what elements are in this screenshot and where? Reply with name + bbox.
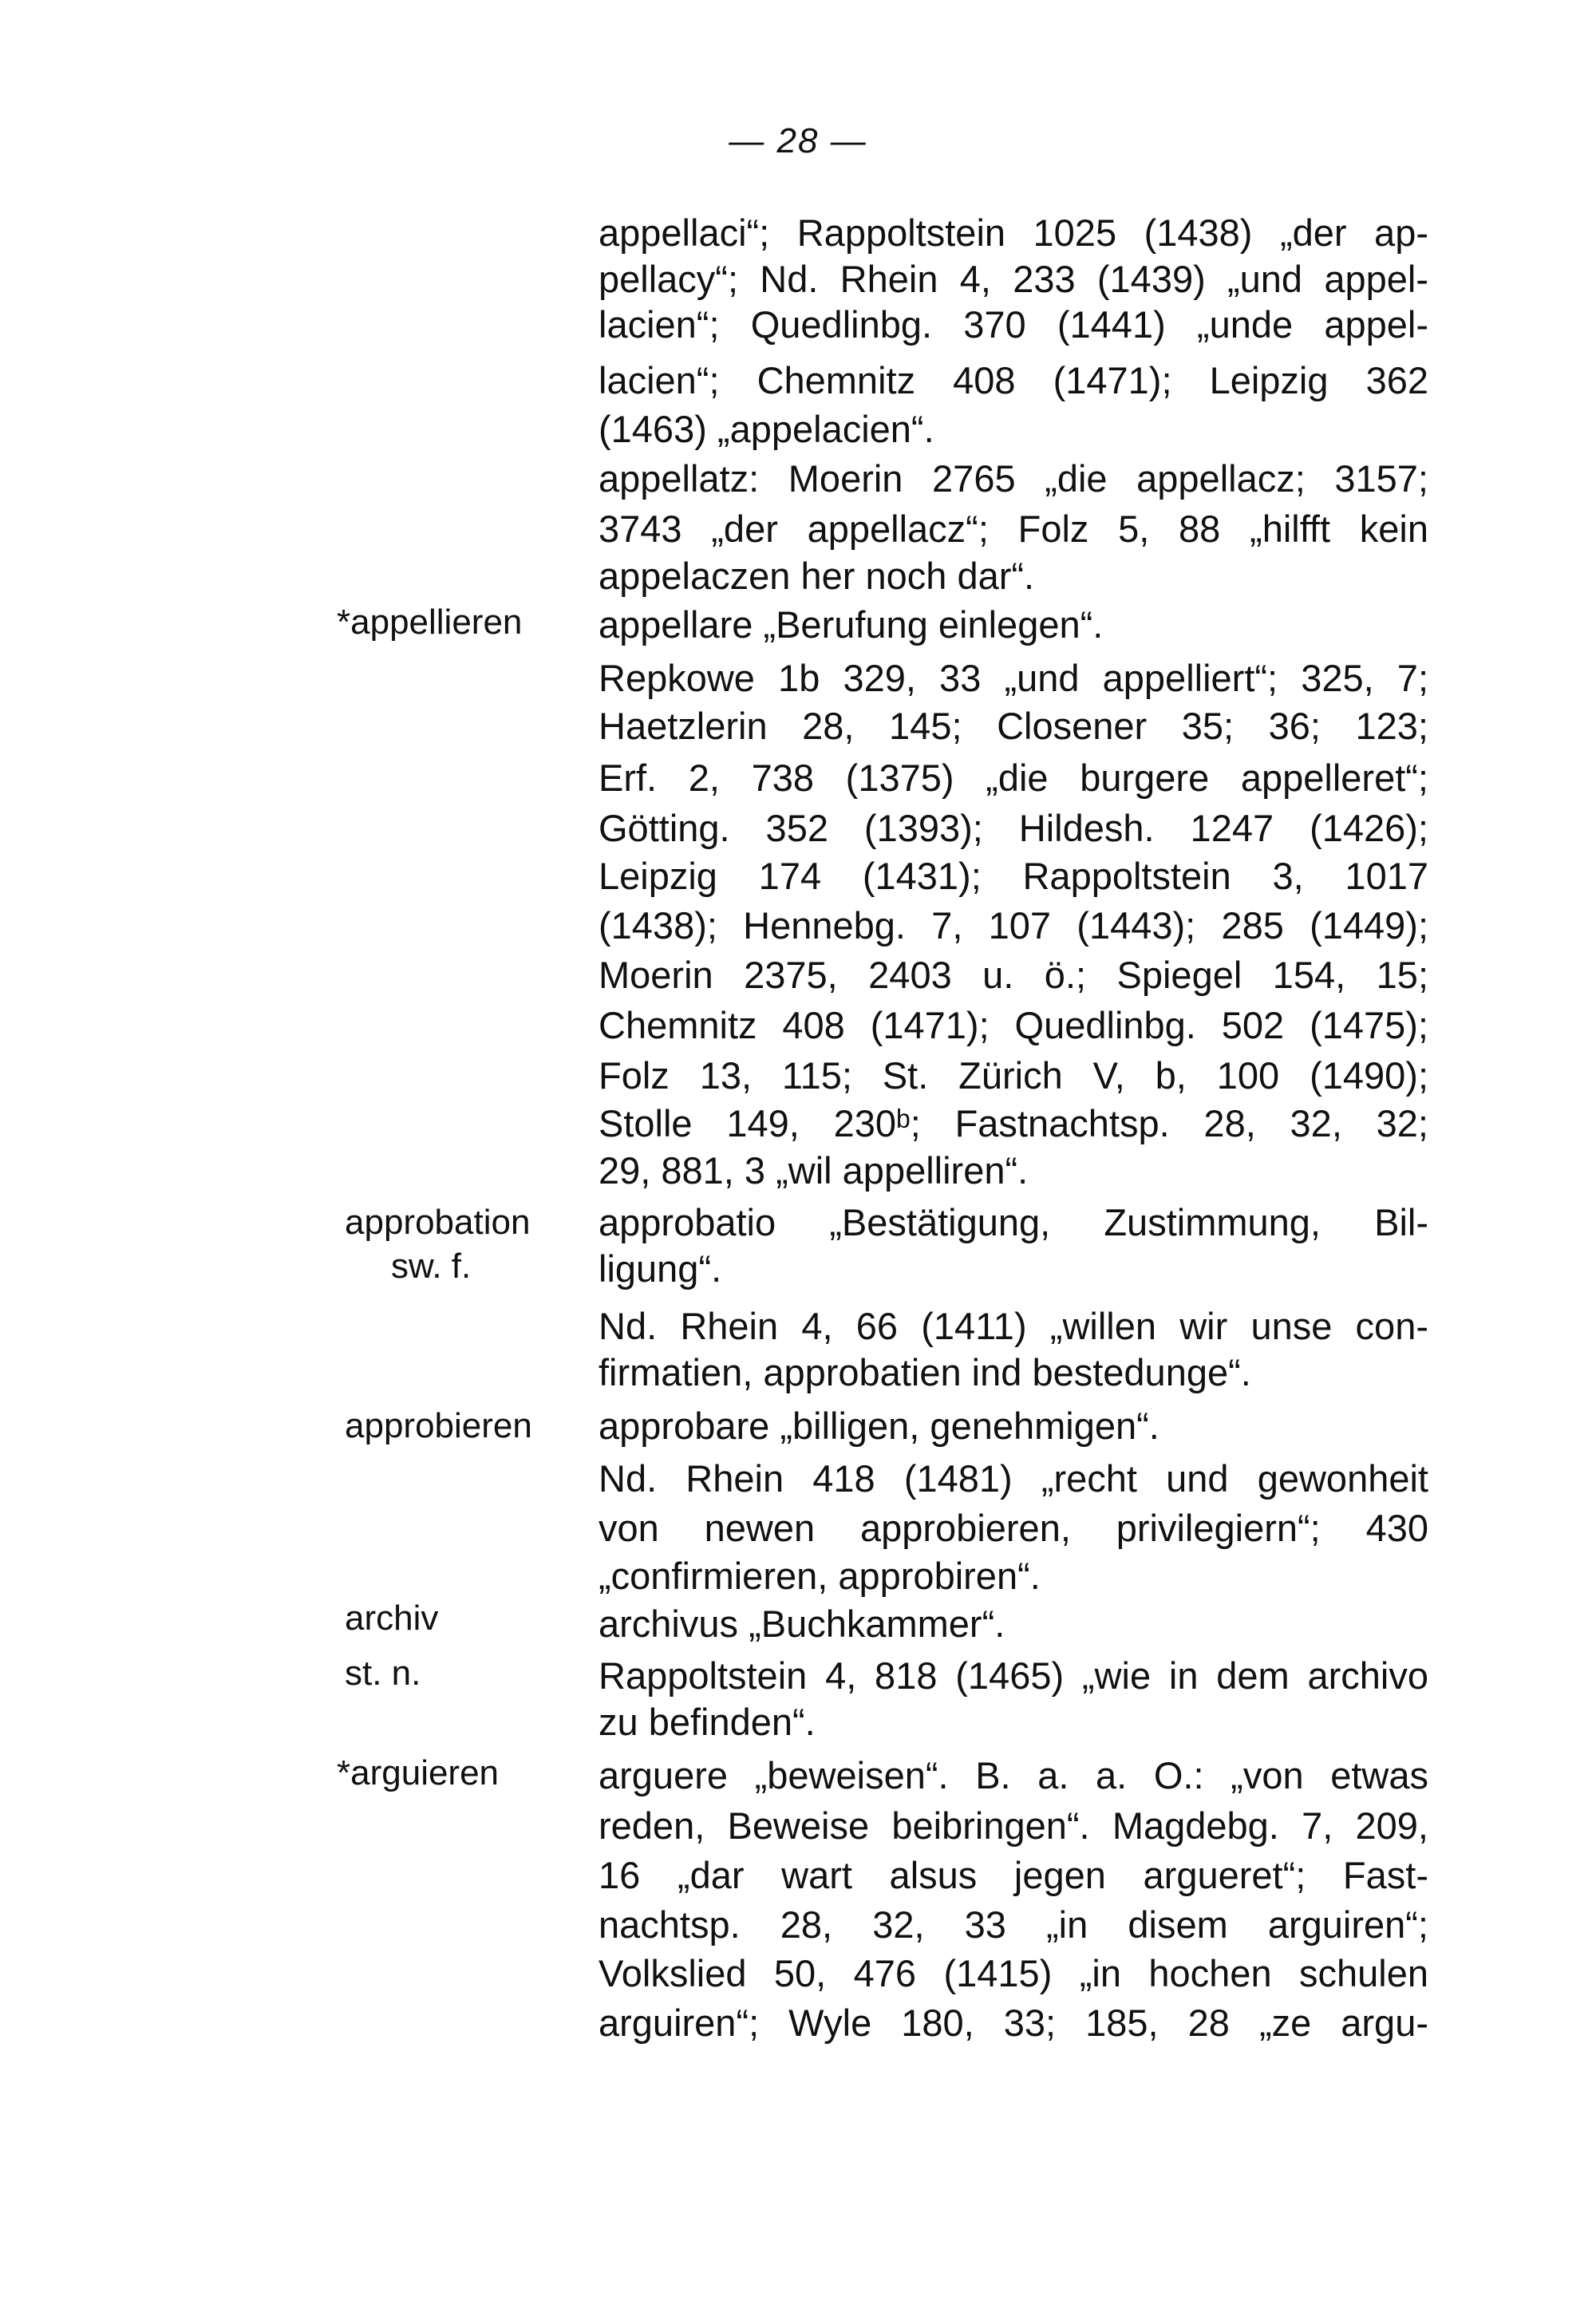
headword-grammar-approbation: sw. f. [391,1247,472,1286]
text-line: Nd. Rhein 4, 66 (1411) „willen wir unse con- [598,1305,1428,1347]
text-line: nachtsp. 28, 32, 33 „in disem arguiren“; [598,1903,1428,1946]
text-line: Repkowe 1b 329, 33 „und appelliert“; 325, 7; [598,657,1428,699]
text-line: „confirmieren, approbiren“. [598,1555,1041,1597]
text-line: (1438); Hennebg. 7, 107 (1443); 285 (1449); [598,904,1428,947]
text-line: Nd. Rhein 418 (1481) „recht und gewonheit [598,1457,1428,1500]
text-line: appellatz: Moerin 2765 „die appellacz; 3157; [598,457,1428,500]
text-line: Folz 13, 115; St. Zürich V, b, 100 (1490); [598,1054,1428,1097]
text-line: ligung“. [598,1247,722,1290]
text-line: Erf. 2, 738 (1375) „die burgere appelleret“; [598,757,1428,799]
text-line: pellacy“; Nd. Rhein 4, 233 (1439) „und appel- [598,258,1428,300]
text-line: approbare „billigen, genehmigen“. [598,1405,1159,1447]
text-line: firmatien, approbatien ind bestedunge“. [598,1351,1251,1393]
text-line: Leipzig 174 (1431); Rappoltstein 3, 1017 [598,855,1428,897]
text-line: arguere „beweisen“. B. a. a. O.: „von etwas [598,1754,1428,1796]
text-line: appellaci“; Rappoltstein 1025 (1438) „der ap- [598,211,1428,254]
text-line: arguiren“; Wyle 180, 33; 185, 28 „ze argu- [598,2002,1428,2044]
text-line: lacien“; Chemnitz 408 (1471); Leipzig 362 [598,359,1428,401]
text-line: Götting. 352 (1393); Hildesh. 1247 (1426); [598,807,1428,849]
text-line: approbatio „Bestätigung, Zustimmung, Bil- [598,1201,1428,1243]
headword-archiv: archiv [345,1599,439,1638]
text-line: Haetzlerin 28, 145; Closener 35; 36; 123; [598,705,1428,747]
text-line: lacien“; Quedlinbg. 370 (1441) „unde appel- [598,303,1428,346]
headword-appellieren: *appellieren [337,603,523,642]
page-number: — 28 — [729,121,867,160]
text-line: archivus „Buchkammer“. [598,1603,1005,1645]
text-line: appellare „Berufung einlegen“. [598,603,1104,646]
text-line: zu befinden“. [598,1701,816,1743]
headword-grammar-archiv: st. n. [345,1654,421,1693]
text-line: (1463) „appelacien“. [598,408,934,450]
headword-approbieren: approbieren [345,1406,532,1445]
text-line: Rappoltstein 4, 818 (1465) „wie in dem archivo [598,1654,1428,1697]
text-line: Stolle 149, 230ᵇ; Fastnachtsp. 28, 32, 32; [598,1102,1428,1144]
text-line: Chemnitz 408 (1471); Quedlinbg. 502 (1475); [598,1004,1428,1046]
text-line: Volkslied 50, 476 (1415) „in hochen schulen [598,1952,1428,1994]
text-line: 16 „dar wart alsus jegen argueret“; Fast- [598,1854,1428,1896]
text-line: 29, 881, 3 „wil appelliren“. [598,1149,1029,1192]
text-line: von newen approbieren, privilegiern“; 430 [598,1507,1428,1549]
text-line: reden, Beweise beibringen“. Magdebg. 7, 209, [598,1804,1428,1847]
headword-approbation: approbation [345,1203,531,1242]
text-line: 3743 „der appellacz“; Folz 5, 88 „hilfft kein [598,508,1428,550]
headword-arguieren: *arguieren [337,1753,500,1792]
text-line: Moerin 2375, 2403 u. ö.; Spiegel 154, 15; [598,954,1428,996]
text-line: appelaczen her noch dar“. [598,555,1035,597]
